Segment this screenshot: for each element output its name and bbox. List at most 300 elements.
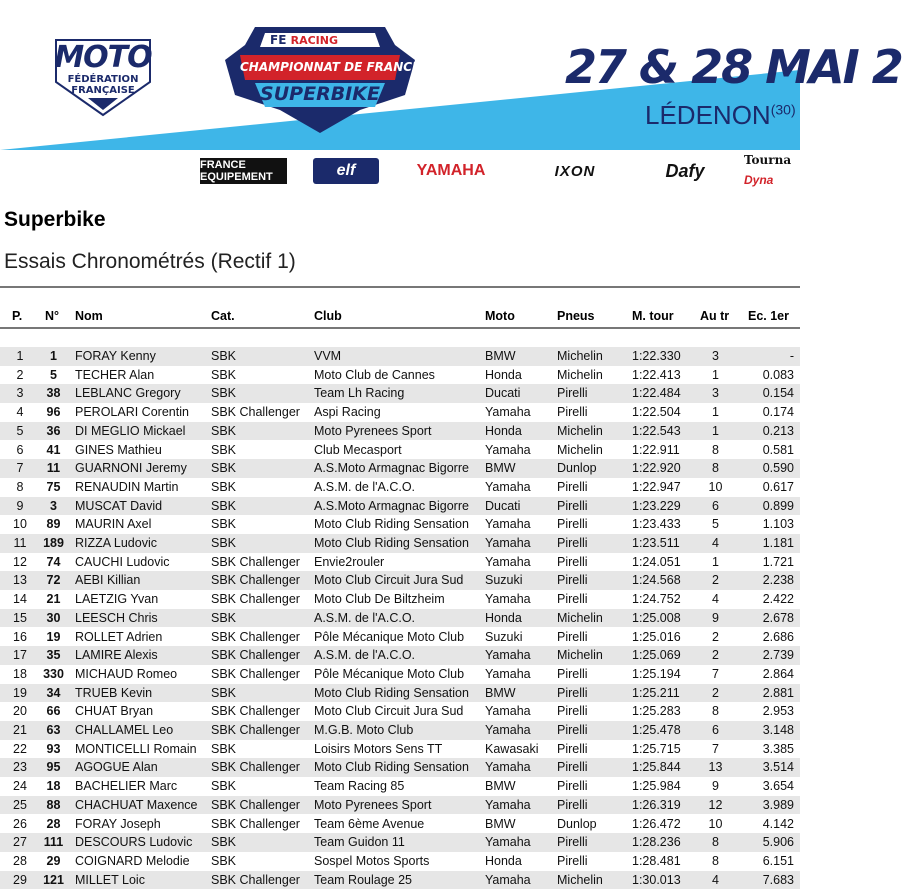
cell-motorcycle: Yamaha [485,405,531,420]
cell-motorcycle: BMW [485,779,516,794]
cell-category: SBK [211,517,237,532]
cell-gap-to-leader: 0.590 [762,461,794,476]
cell-tyres: Michelin [557,349,603,363]
cell-best-lap: 1:22.920 [632,461,681,476]
cell-position: 25 [13,797,27,812]
cell-tyres: Michelin [557,367,603,382]
cell-rider-name: CHUAT Bryan [75,704,154,719]
cell-best-lap: 1:25.069 [632,648,681,663]
cell-best-lap: 1:25.478 [632,723,681,737]
cell-lap-number: 8 [712,853,719,868]
cell-lap-number: 12 [708,797,723,812]
cell-best-lap: 1:23.511 [632,536,680,550]
cell-lap-number: 10 [708,816,723,831]
cell-race-number: 38 [46,386,61,401]
cell-gap-to-leader: 3.989 [762,797,794,812]
cell-category: SBK Challenger [211,405,300,420]
cell-race-number: 72 [46,573,61,588]
federation-moto-text: MOTO [54,40,152,75]
table-row [0,758,800,777]
cell-best-lap: 1:23.433 [632,517,681,532]
cell-gap-to-leader: 3.385 [762,741,794,756]
cell-position: 3 [16,386,24,401]
cell-motorcycle: Yamaha [485,872,531,887]
cell-race-number: 21 [46,592,61,607]
cell-tyres: Pirelli [557,723,588,737]
cell-lap-number: 7 [712,741,719,756]
cell-position: 24 [13,779,27,794]
cell-race-number: 95 [46,760,61,775]
cell-motorcycle: Ducati [485,386,521,401]
cell-position: 23 [13,760,27,775]
cell-motorcycle: BMW [485,461,516,476]
cell-category: SBK [211,349,237,363]
cell-tyres: Pirelli [557,797,588,812]
cell-rider-name: GINES Mathieu [75,442,162,457]
table-row [0,702,800,721]
cell-gap-to-leader: 0.154 [762,386,794,401]
col-header-category: Cat. [211,309,235,323]
cell-position: 1 [16,349,24,363]
cell-race-number: 5 [50,367,57,382]
cell-tyres: Michelin [557,423,603,438]
cell-gap-to-leader: - [789,349,794,363]
cell-category: SBK [211,479,237,494]
col-header-moto: Moto [485,309,515,323]
cell-club: Sospel Motos Sports [314,853,430,868]
cell-club: Moto Club Riding Sensation [314,536,469,550]
cell-race-number: 35 [46,648,61,663]
cell-best-lap: 1:22.543 [632,423,681,438]
table-row [0,777,800,796]
cell-race-number: 74 [46,554,61,569]
cell-category: SBK [211,741,237,756]
cell-race-number: 189 [43,536,64,550]
cell-position: 4 [16,405,24,420]
cell-position: 29 [13,872,27,887]
cell-motorcycle: Yamaha [485,536,531,550]
cell-club: Team 6ème Avenue [314,816,425,831]
cell-lap-number: 5 [712,517,719,532]
cell-position: 13 [13,573,27,588]
table-row [0,478,800,497]
cell-race-number: 88 [46,797,61,812]
cell-lap-number: 1 [712,423,719,438]
cell-tyres: Pirelli [557,853,588,868]
cell-lap-number: 3 [712,349,719,363]
page-subtitle: Essais Chronométrés (Rectif 1) [4,250,296,273]
cell-best-lap: 1:25.194 [632,666,681,681]
cell-rider-name: FORAY Joseph [75,816,161,831]
cell-tyres: Pirelli [557,741,588,756]
cell-category: SBK [211,685,237,700]
table-row [0,497,800,516]
cell-club: Envie2rouler [314,554,385,569]
col-header-name: Nom [75,309,103,323]
championship-brand-racing: RACING [290,34,338,47]
cell-lap-number: 2 [712,573,719,588]
cell-motorcycle: Suzuki [485,629,523,644]
cell-rider-name: LAETZIG Yvan [75,592,159,607]
cell-category: SBK Challenger [211,816,300,831]
cell-lap-number: 4 [712,536,719,550]
cell-gap-to-leader: 0.213 [762,423,794,438]
cell-position: 22 [13,741,27,756]
cell-motorcycle: Yamaha [485,723,531,737]
cell-race-number: 11 [46,461,61,476]
cell-best-lap: 1:22.484 [632,386,681,401]
table-row [0,684,800,703]
cell-category: SBK [211,610,237,625]
sponsor-dafy-logo: Dafy [665,160,705,181]
cell-club: A.S.M. de l'A.C.O. [314,648,416,663]
cell-gap-to-leader: 3.514 [762,760,794,775]
table-row [0,833,800,852]
cell-best-lap: 1:24.051 [632,554,681,569]
cell-rider-name: PEROLARI Corentin [75,405,189,420]
cell-best-lap: 1:24.752 [632,592,681,607]
cell-rider-name: CAUCHI Ludovic [75,554,170,569]
cell-lap-number: 1 [712,554,719,569]
table-row [0,422,800,441]
cell-motorcycle: Yamaha [485,835,531,850]
cell-tyres: Michelin [557,610,603,625]
cell-lap-number: 1 [712,367,719,382]
table-row [0,571,800,590]
table-row [0,553,800,572]
cell-motorcycle: Ducati [485,498,521,513]
cell-tyres: Pirelli [557,760,588,775]
cell-lap-number: 7 [712,666,719,681]
cell-rider-name: MUSCAT David [75,498,163,513]
cell-lap-number: 9 [712,610,719,625]
cell-position: 28 [13,853,27,868]
cell-rider-name: MILLET Loic [75,872,145,887]
cell-lap-number: 8 [712,704,719,719]
cell-club: Team Racing 85 [314,779,405,794]
cell-tyres: Dunlop [557,461,597,476]
cell-category: SBK [211,536,237,550]
sponsor-dynamo-logo: Dyna [744,173,774,187]
cell-best-lap: 1:25.211 [632,685,680,700]
cell-best-lap: 1:26.319 [632,797,681,812]
table-row [0,796,800,815]
table-row [0,366,800,385]
cell-category: SBK [211,835,237,850]
cell-tyres: Pirelli [557,704,588,719]
cell-gap-to-leader: 6.151 [762,853,794,868]
cell-gap-to-leader: 2.881 [762,685,794,700]
cell-lap-number: 6 [712,723,719,737]
cell-best-lap: 1:25.844 [632,760,681,775]
cell-gap-to-leader: 0.174 [762,405,794,420]
sponsor-elf-logo: elf [313,158,379,184]
venue-name: LÉDENON [645,100,771,130]
cell-position: 26 [13,816,27,831]
cell-best-lap: 1:22.504 [632,405,681,420]
cell-category: SBK [211,367,237,382]
cell-category: SBK Challenger [211,554,300,569]
cell-position: 17 [13,648,27,663]
cell-category: SBK Challenger [211,797,300,812]
cell-lap-number: 6 [712,498,719,513]
cell-rider-name: FORAY Kenny [75,349,156,363]
cell-best-lap: 1:25.283 [632,704,681,719]
cell-lap-number: 3 [712,386,719,401]
cell-best-lap: 1:25.008 [632,610,681,625]
event-dates: 27 & 28 MAI 2 [565,40,902,94]
cell-best-lap: 1:22.947 [632,479,681,494]
cell-tyres: Dunlop [557,816,597,831]
cell-gap-to-leader: 2.422 [762,592,794,607]
cell-rider-name: DI MEGLIO Mickael [75,423,186,438]
cell-tyres: Pirelli [557,666,588,681]
cell-best-lap: 1:22.330 [632,349,681,363]
cell-club: Moto Club Circuit Jura Sud [314,704,464,719]
cell-lap-number: 2 [712,629,719,644]
cell-best-lap: 1:25.715 [632,741,681,756]
cell-position: 5 [16,423,24,438]
header-banner [0,0,902,150]
cell-rider-name: BACHELIER Marc [75,779,178,794]
cell-best-lap: 1:24.568 [632,573,681,588]
cell-motorcycle: Yamaha [485,592,531,607]
cell-tyres: Pirelli [557,479,588,494]
table-row [0,721,800,740]
cell-best-lap: 1:25.016 [632,629,681,644]
sponsor-france-equipement-logo: FRANCE EQUIPEMENT [200,158,287,184]
table-row [0,852,800,871]
table-row [0,871,800,890]
cell-rider-name: RIZZA Ludovic [75,536,157,550]
cell-position: 21 [13,723,27,737]
sponsor-ixon-logo: IXON [554,162,596,180]
cell-club: Pôle Mécanique Moto Club [314,629,465,644]
divider-top [0,286,800,288]
cell-club: A.S.Moto Armagnac Bigorre [314,461,469,476]
cell-motorcycle: Honda [485,610,522,625]
cell-position: 19 [13,685,27,700]
table-row [0,609,800,628]
cell-category: SBK [211,386,237,401]
cell-position: 20 [13,704,27,719]
cell-category: SBK Challenger [211,573,300,588]
col-header-tyres: Pneus [557,309,595,323]
cell-club: Team Roulage 25 [314,872,412,887]
cell-gap-to-leader: 2.238 [762,573,794,588]
cell-tyres: Pirelli [557,629,588,644]
cell-gap-to-leader: 2.953 [762,704,794,719]
cell-best-lap: 1:30.013 [632,872,681,887]
cell-position: 9 [16,498,24,513]
cell-gap-to-leader: 3.654 [762,779,794,794]
cell-race-number: 111 [43,835,64,850]
table-row [0,347,800,366]
cell-club: Pôle Mécanique Moto Club [314,666,465,681]
cell-lap-number: 10 [708,479,723,494]
cell-club: A.S.M. de l'A.C.O. [314,610,416,625]
cell-gap-to-leader: 7.683 [762,872,794,887]
cell-tyres: Pirelli [557,405,588,420]
col-header-gap: Ec. 1er [748,309,790,323]
cell-lap-number: 8 [712,442,719,457]
cell-race-number: 34 [46,685,61,700]
table-row [0,646,800,665]
col-header-position: P. [12,309,23,323]
cell-race-number: 3 [50,498,57,513]
cell-motorcycle: Yamaha [485,517,531,532]
cell-tyres: Pirelli [557,573,588,588]
cell-position: 11 [13,536,27,550]
col-header-number: N° [45,309,60,323]
cell-category: SBK Challenger [211,872,300,887]
cell-race-number: 121 [43,872,64,887]
cell-race-number: 330 [43,666,64,681]
cell-position: 16 [13,629,27,644]
cell-club: Moto Pyrenees Sport [314,797,432,812]
cell-race-number: 30 [46,610,61,625]
cell-club: Moto Club Riding Sensation [314,760,469,775]
cell-gap-to-leader: 2.686 [762,629,794,644]
table-row [0,740,800,759]
table-row [0,815,800,834]
table-row [0,515,800,534]
col-header-best-lap: M. tour [632,309,674,323]
cell-position: 10 [13,517,27,532]
cell-tyres: Pirelli [557,779,588,794]
cell-rider-name: GUARNONI Jeremy [75,461,187,476]
cell-motorcycle: Yamaha [485,442,531,457]
cell-category: SBK Challenger [211,704,300,719]
cell-category: SBK Challenger [211,648,300,663]
championship-title: CHAMPIONNAT DE FRANCE [240,60,421,74]
cell-lap-number: 8 [712,835,719,850]
cell-club: Moto Club De Biltzheim [314,592,445,607]
cell-club: Moto Club Circuit Jura Sud [314,573,464,588]
cell-rider-name: CHALLAMEL Leo [75,723,174,737]
cell-lap-number: 9 [712,779,719,794]
cell-race-number: 36 [46,423,61,438]
federation-line-2: FÉDÉRATION [67,74,139,85]
cell-rider-name: MONTICELLI Romain [75,741,197,756]
cell-club: Aspi Racing [314,405,381,420]
table-row [0,534,800,553]
cell-gap-to-leader: 3.148 [762,723,794,737]
cell-lap-number: 1 [712,405,719,420]
cell-lap-number: 13 [708,760,723,775]
cell-rider-name: TRUEB Kevin [75,685,153,700]
cell-motorcycle: Yamaha [485,554,531,569]
cell-club: Team Guidon 11 [314,835,405,850]
cell-best-lap: 1:22.911 [632,442,680,457]
cell-rider-name: TECHER Alan [75,367,155,382]
table-row [0,459,800,478]
page-title: Superbike [4,208,106,231]
cell-lap-number: 4 [712,872,719,887]
cell-race-number: 89 [46,517,61,532]
championship-brand [270,33,370,47]
cell-race-number: 29 [46,853,61,868]
cell-club: Team Lh Racing [314,386,405,401]
cell-position: 18 [13,666,27,681]
cell-rider-name: LEESCH Chris [75,610,158,625]
cell-category: SBK [211,779,237,794]
championship-brand-fe: FE [270,33,287,47]
cell-gap-to-leader: 0.899 [762,498,794,513]
cell-race-number: 28 [46,816,61,831]
cell-motorcycle: Yamaha [485,479,531,494]
cell-tyres: Pirelli [557,592,588,607]
cell-club: Moto Club de Cannes [314,367,435,382]
sponsor-yamaha-logo: YAMAHA [416,162,486,179]
cell-rider-name: LAMIRE Alexis [75,648,158,663]
cell-tyres: Pirelli [557,498,588,513]
cell-category: SBK [211,442,237,457]
cell-race-number: 18 [46,779,61,794]
cell-rider-name: DESCOURS Ludovic [75,835,193,850]
col-header-club: Club [314,309,342,323]
cell-club: Moto Pyrenees Sport [314,423,432,438]
cell-tyres: Michelin [557,872,603,887]
cell-rider-name: COIGNARD Melodie [75,853,190,868]
table-row [0,441,800,460]
cell-position: 2 [16,367,24,382]
cell-tyres: Pirelli [557,554,588,569]
cell-club: M.G.B. Moto Club [314,723,414,737]
federation-logo [48,40,158,115]
cell-motorcycle: Kawasaki [485,741,539,756]
cell-club: Moto Club Riding Sensation [314,517,469,532]
cell-lap-number: 2 [712,685,719,700]
cell-best-lap: 1:28.481 [632,853,681,868]
cell-lap-number: 4 [712,592,719,607]
cell-gap-to-leader: 2.739 [762,648,794,663]
cell-gap-to-leader: 2.864 [762,666,794,681]
cell-club: A.S.M. de l'A.C.O. [314,479,416,494]
cell-motorcycle: Yamaha [485,760,531,775]
federation-line-3: FRANÇAISE [71,85,135,96]
cell-tyres: Pirelli [557,517,588,532]
cell-race-number: 19 [46,629,61,644]
cell-club: A.S.Moto Armagnac Bigorre [314,498,469,513]
cell-club: Loisirs Motors Sens TT [314,741,443,756]
cell-rider-name: MICHAUD Romeo [75,666,178,681]
cell-tyres: Pirelli [557,835,588,850]
cell-gap-to-leader: 0.617 [762,479,794,494]
cell-category: SBK [211,853,237,868]
cell-best-lap: 1:22.413 [632,367,681,382]
cell-gap-to-leader: 5.906 [762,835,794,850]
cell-motorcycle: Yamaha [485,797,531,812]
col-header-lap-number: Au tr [700,309,730,323]
cell-position: 8 [16,479,24,494]
cell-category: SBK [211,423,237,438]
cell-lap-number: 2 [712,648,719,663]
table-row [0,628,800,647]
cell-rider-name: AGOGUE Alan [75,760,158,775]
cell-motorcycle: Yamaha [485,648,531,663]
divider-header [0,327,800,329]
cell-race-number: 41 [46,442,61,457]
cell-gap-to-leader: 0.083 [762,367,794,382]
cell-gap-to-leader: 0.581 [762,442,794,457]
cell-club: Moto Club Riding Sensation [314,685,469,700]
venue-department: (30) [770,101,796,118]
cell-motorcycle: Suzuki [485,573,523,588]
cell-tyres: Pirelli [557,386,588,401]
cell-category: SBK Challenger [211,666,300,681]
cell-motorcycle: BMW [485,816,516,831]
